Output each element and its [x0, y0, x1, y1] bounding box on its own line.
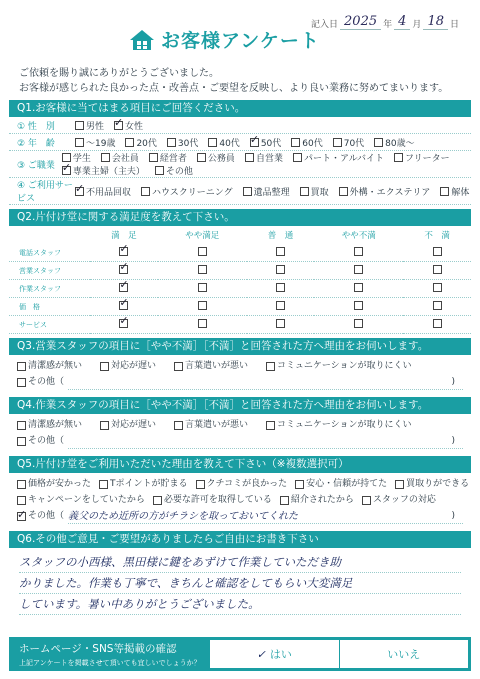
checkbox-square	[153, 496, 162, 505]
checkbox-square	[440, 187, 449, 196]
q5-option[interactable]	[395, 476, 469, 492]
q6-heading: Q6.その他ご意見・ご要望がありましたらご自由にお書き下さい	[9, 531, 471, 548]
satisfaction-checkbox[interactable]	[354, 247, 363, 256]
q1-option[interactable]	[114, 119, 143, 132]
satisfaction-cell	[158, 316, 247, 334]
q5-option[interactable]	[17, 476, 91, 492]
q1-option-label: 男性	[86, 121, 105, 132]
comment-line: かりました。作業も丁寧で、きちんと確認をしてもらい大変満足	[19, 573, 461, 594]
q1-row-options	[62, 151, 471, 177]
satisfaction-cell	[314, 280, 403, 298]
checkbox-square	[333, 138, 342, 147]
satisfaction-row-label: サービス	[9, 316, 90, 334]
page-title: お客様アンケート	[161, 30, 320, 52]
q1-option-label: 専業主婦（主夫）	[72, 167, 145, 177]
q1-option-label: 自営業	[255, 154, 283, 164]
checkbox-square	[149, 153, 158, 162]
q1-option[interactable]	[75, 119, 104, 132]
q1-option-label: 40代	[219, 138, 240, 149]
satisfaction-cell	[403, 316, 471, 334]
checkbox-square	[243, 187, 252, 196]
q3-option-label: 言葉遣いが悪い	[185, 361, 249, 371]
satisfaction-cell	[247, 244, 315, 262]
satisfaction-checkbox[interactable]	[354, 283, 363, 292]
satisfaction-checkbox[interactable]	[119, 265, 128, 274]
q1-row	[9, 134, 471, 151]
satisfaction-checkbox[interactable]	[276, 247, 285, 256]
month-value: 4	[394, 14, 410, 30]
q4-option-label: 対応が遅い	[111, 420, 157, 430]
month-unit: 月	[412, 20, 422, 30]
q5-option-label: 価格が安かった	[28, 479, 92, 489]
satisfaction-row-label: 価 格	[9, 298, 90, 316]
satisfaction-cell	[247, 280, 315, 298]
q3-body	[9, 355, 471, 393]
q4-other-label: その他（	[28, 436, 65, 446]
q1-option-label: 会社員	[111, 154, 139, 164]
q1-option-label: 女性	[125, 121, 144, 132]
q2-heading: Q2.片付け堂に関する満足度を教えて下さい。	[9, 209, 471, 226]
house-logo-icon	[129, 29, 155, 51]
satisfaction-checkbox[interactable]	[433, 319, 442, 328]
q5-option[interactable]	[295, 476, 387, 492]
satisfaction-row-label: 電話スタッフ	[9, 244, 90, 262]
q4-option[interactable]	[266, 417, 411, 433]
q3-other	[17, 374, 463, 390]
q5-option-label: 必要な許可を取得している	[163, 495, 272, 505]
q3-option-label: 対応が遅い	[111, 361, 157, 371]
q3-option[interactable]	[100, 358, 156, 374]
q5-option-label: 買取りができる	[406, 479, 470, 489]
checkbox-square	[174, 362, 183, 371]
q3-option[interactable]	[174, 358, 248, 374]
q1-option[interactable]	[245, 151, 283, 164]
satisfaction-cell	[247, 262, 315, 280]
consent-text	[9, 637, 209, 671]
checkbox-square	[374, 138, 383, 147]
q1-option[interactable]	[243, 185, 290, 198]
date-label: 記入日	[311, 20, 339, 30]
consent-options	[209, 640, 468, 668]
checkbox-square	[17, 362, 26, 371]
satisfaction-checkbox[interactable]	[433, 247, 442, 256]
q1-option[interactable]	[125, 136, 156, 149]
q1-option[interactable]	[291, 136, 322, 149]
q5-other	[17, 508, 463, 524]
q1-option-label: 〜19歳	[86, 138, 116, 149]
q5-heading: Q5.片付け堂をご利用いただいた理由を教えて下さい（※複数選択可）	[9, 456, 471, 473]
q5-other-checkbox[interactable]	[17, 508, 64, 524]
header	[9, 8, 471, 64]
satisfaction-checkbox[interactable]	[276, 301, 285, 310]
q5-option-label: クチコミが良かった	[206, 479, 288, 489]
satisfaction-checkbox[interactable]	[354, 301, 363, 310]
q1-row-options	[75, 136, 415, 149]
comments-area[interactable]	[9, 548, 471, 636]
q1-rows	[9, 117, 471, 205]
satisfaction-cell	[403, 298, 471, 316]
satisfaction-cell	[247, 316, 315, 334]
q1-option-label: 20代	[136, 138, 157, 149]
q1-option[interactable]	[155, 164, 193, 177]
q1-option-label: 買取	[310, 187, 329, 198]
satisfaction-checkbox[interactable]	[354, 265, 363, 274]
q4-option-label: 清潔感が無い	[28, 420, 83, 430]
satisfaction-cell	[403, 244, 471, 262]
satisfaction-cell	[403, 280, 471, 298]
checkbox-square	[75, 187, 84, 196]
satisfaction-column-header: 不 満	[424, 231, 450, 241]
q5-option-label: 紹介されたから	[290, 495, 354, 505]
q1-row-label: ③ ご職業	[17, 160, 55, 171]
q1-option[interactable]	[250, 136, 281, 149]
checkbox-square	[196, 480, 205, 489]
satisfaction-row	[9, 316, 471, 334]
q3-other-field[interactable]	[68, 375, 463, 390]
q5-option[interactable]	[153, 492, 272, 508]
satisfaction-cell	[403, 262, 471, 280]
corner-cell	[9, 226, 90, 244]
checkbox-square	[395, 480, 404, 489]
q1-row	[9, 117, 471, 134]
q1-option-label: 不用品回収	[86, 187, 132, 198]
q5-option[interactable]	[362, 492, 436, 508]
q1-option-label: 50代	[260, 138, 282, 149]
satisfaction-checkbox[interactable]	[198, 319, 207, 328]
q1-heading: Q1.お客様に当てはまる項目にご回答ください。	[9, 100, 471, 117]
checkbox-square	[17, 480, 26, 489]
checkbox-square	[250, 138, 259, 147]
q5-option[interactable]	[99, 476, 188, 492]
q4-body	[9, 414, 471, 452]
q1-option-label: フリーター	[404, 154, 450, 164]
q4-other-field[interactable]	[68, 434, 463, 449]
intro-text	[9, 66, 471, 96]
q4-option[interactable]	[17, 417, 82, 433]
q4-other	[17, 433, 463, 449]
checkbox-square	[101, 153, 110, 162]
q4-option-label: コミュニケーションが取りにくい	[277, 420, 412, 430]
q5-other-answer: 義父のため近所の方がチラシを取っておいてくれた	[68, 510, 299, 522]
satisfaction-cell	[314, 316, 403, 334]
q1-option-label: 遺品整理	[253, 187, 290, 198]
satisfaction-table	[9, 226, 471, 334]
publish-consent-bar	[9, 637, 471, 671]
yes-check-mark: ✓	[256, 647, 266, 661]
q1-row-label: ④ ご利用サービス	[17, 181, 73, 204]
checkbox-square	[266, 362, 275, 371]
consent-yes-label: はい	[269, 648, 292, 661]
q3-option-label: コミュニケーションが取りにくい	[277, 361, 412, 371]
q1-option-label: ハウスクリーニング	[152, 187, 233, 198]
satisfaction-cell	[158, 280, 247, 298]
satisfaction-checkbox[interactable]	[119, 319, 128, 328]
consent-yes[interactable]	[209, 640, 339, 668]
q1-option[interactable]	[141, 185, 233, 198]
q4-option-label: 言葉遣いが悪い	[185, 420, 249, 430]
satisfaction-row	[9, 298, 471, 316]
q1-option[interactable]	[208, 136, 239, 149]
q1-option-label: パート・アルバイト	[303, 154, 384, 164]
satisfaction-row	[9, 280, 471, 298]
q4-option[interactable]	[174, 417, 248, 433]
intro-line: ご依頼を賜り誠にありがとうございました。	[19, 68, 219, 79]
q1-option-label: 経営者	[159, 154, 187, 164]
checkbox-square	[99, 480, 108, 489]
q1-option[interactable]	[440, 185, 469, 198]
q1-option[interactable]	[374, 136, 414, 149]
satisfaction-cell	[158, 244, 247, 262]
satisfaction-row-label: 営業スタッフ	[9, 262, 90, 280]
checkbox-square	[75, 138, 84, 147]
q1-option-label: 解体	[451, 187, 470, 198]
checkbox-square	[197, 153, 206, 162]
satisfaction-column-header: やや不満	[341, 231, 376, 241]
checkbox-square	[155, 166, 164, 175]
q1-row-options	[75, 119, 143, 132]
q1-option[interactable]	[75, 185, 131, 198]
satisfaction-checkbox[interactable]	[433, 283, 442, 292]
satisfaction-checkbox[interactable]	[276, 283, 285, 292]
q1-option[interactable]	[62, 164, 145, 177]
satisfaction-cell	[90, 316, 158, 334]
checkbox-square	[141, 187, 150, 196]
q5-option[interactable]	[17, 492, 145, 508]
q3-option[interactable]	[17, 358, 82, 374]
q1-option-label: 30代	[177, 138, 199, 149]
q5-option[interactable]	[196, 476, 288, 492]
q4-option[interactable]	[100, 417, 156, 433]
checkbox-square	[280, 496, 289, 505]
satisfaction-cell	[247, 298, 315, 316]
q1-option-label: その他	[165, 167, 193, 177]
checkbox-square	[266, 421, 275, 430]
q5-option-label: キャンペーンをしていたから	[28, 495, 145, 505]
consent-no-label: いいえ	[387, 648, 421, 661]
q1-option[interactable]	[394, 151, 450, 164]
q1-option[interactable]	[75, 136, 115, 149]
checkbox-square	[362, 496, 371, 505]
q1-row	[9, 178, 471, 205]
consent-no[interactable]	[339, 640, 469, 668]
year-value: 2025	[340, 14, 381, 30]
consent-subtitle: 上記アンケートを掲載させて頂いても宜しいでしょうか？	[19, 659, 201, 667]
satisfaction-cell	[158, 298, 247, 316]
checkbox-square	[300, 187, 309, 196]
q3-other-checkbox[interactable]	[17, 374, 64, 390]
q3-heading: Q3.営業スタッフの項目に［やや不満］［不満］と回答された方へ理由をお伺いします。	[9, 338, 471, 355]
q5-option-label: Tポイントが貯まる	[110, 479, 188, 489]
checkbox-square	[291, 138, 300, 147]
comment-line: しています。暑い中ありがとうございました。	[19, 594, 461, 615]
q5-other-field[interactable]	[68, 509, 463, 524]
satisfaction-row-label: 作業スタッフ	[9, 280, 90, 298]
checkbox-square	[339, 187, 348, 196]
satisfaction-checkbox[interactable]	[198, 247, 207, 256]
year-unit: 年	[383, 20, 393, 30]
q1-option-label: 80歳〜	[385, 138, 415, 149]
intro-line: お客様が感じられた良かった点・改善点・ご要望を反映し、より良い業務に努めてまいります。	[19, 83, 449, 94]
checkbox-square	[17, 496, 26, 505]
checkbox-square	[75, 121, 84, 130]
q1-option-label: 公務員	[207, 154, 235, 164]
checkbox-square	[293, 153, 302, 162]
q1-option-label: 70代	[343, 138, 365, 149]
satisfaction-checkbox[interactable]	[119, 283, 128, 292]
satisfaction-checkbox[interactable]	[276, 319, 285, 328]
satisfaction-cell	[314, 244, 403, 262]
day-unit: 日	[449, 20, 459, 30]
title-block	[129, 26, 320, 53]
q1-option[interactable]	[293, 151, 384, 164]
q5-other-label: その他（	[28, 511, 65, 521]
satisfaction-row	[9, 244, 471, 262]
satisfaction-checkbox[interactable]	[119, 247, 128, 256]
q1-row-label: ② 年 齢	[17, 138, 55, 149]
satisfaction-checkbox[interactable]	[276, 265, 285, 274]
checkbox-square	[17, 421, 26, 430]
q3-option[interactable]	[266, 358, 411, 374]
satisfaction-column-header: 普 通	[267, 231, 294, 241]
checkbox-square	[62, 166, 71, 175]
satisfaction-checkbox[interactable]	[198, 265, 207, 274]
satisfaction-cell	[314, 262, 403, 280]
q1-row-label: ① 性 別	[17, 121, 55, 132]
checkbox-square	[114, 121, 123, 130]
q1-row-options	[75, 185, 469, 198]
satisfaction-checkbox[interactable]	[198, 301, 207, 310]
q1-option[interactable]	[339, 185, 431, 198]
q4-heading: Q4.作業スタッフの項目に［やや不満］［不満］と回答された方へ理由をお伺いします。	[9, 397, 471, 414]
q1-option[interactable]	[333, 136, 364, 149]
checkbox-square	[125, 138, 134, 147]
day-value: 18	[423, 14, 448, 30]
q5-option-label: 安心・信頼が持てた	[306, 479, 388, 489]
q1-option-label: 外構・エクステリア	[349, 187, 431, 198]
satisfaction-checkbox[interactable]	[119, 301, 128, 310]
satisfaction-checkbox[interactable]	[354, 319, 363, 328]
satisfaction-cell	[158, 262, 247, 280]
q5-option-label: スタッフの対応	[372, 495, 436, 505]
checkbox-square	[100, 362, 109, 371]
checkbox-square	[295, 480, 304, 489]
checkbox-square	[208, 138, 217, 147]
q1-option[interactable]	[197, 151, 235, 164]
satisfaction-checkbox[interactable]	[433, 265, 442, 274]
q1-option[interactable]	[149, 151, 187, 164]
satisfaction-checkbox[interactable]	[433, 301, 442, 310]
satisfaction-row	[9, 262, 471, 280]
consent-title: ホームページ・SNS等掲載の確認	[19, 643, 177, 655]
comment-line: スタッフの小西様、黒田様に鍵をあずけて作業していただき助	[19, 552, 461, 573]
q3-option-label: 清潔感が無い	[28, 361, 83, 371]
q1-option[interactable]	[101, 151, 139, 164]
q1-option[interactable]	[167, 136, 198, 149]
entry-date	[311, 14, 459, 30]
satisfaction-cell	[314, 298, 403, 316]
checkbox-square	[174, 421, 183, 430]
q4-other-checkbox[interactable]	[17, 433, 64, 449]
checkbox-square	[100, 421, 109, 430]
satisfaction-column-header: やや満足	[185, 231, 220, 241]
satisfaction-checkbox[interactable]	[198, 283, 207, 292]
q1-option[interactable]	[300, 185, 329, 198]
q1-option-label: 学生	[72, 154, 91, 164]
satisfaction-column-header: 満 足	[111, 231, 137, 241]
q1-option-label: 60代	[302, 138, 323, 149]
q5-body	[9, 473, 471, 527]
checkbox-square	[167, 138, 176, 147]
q1-row	[9, 151, 471, 178]
checkbox-square	[245, 153, 254, 162]
q3-other-label: その他（	[28, 377, 65, 387]
checkbox-square	[394, 153, 403, 162]
q5-option[interactable]	[280, 492, 354, 508]
